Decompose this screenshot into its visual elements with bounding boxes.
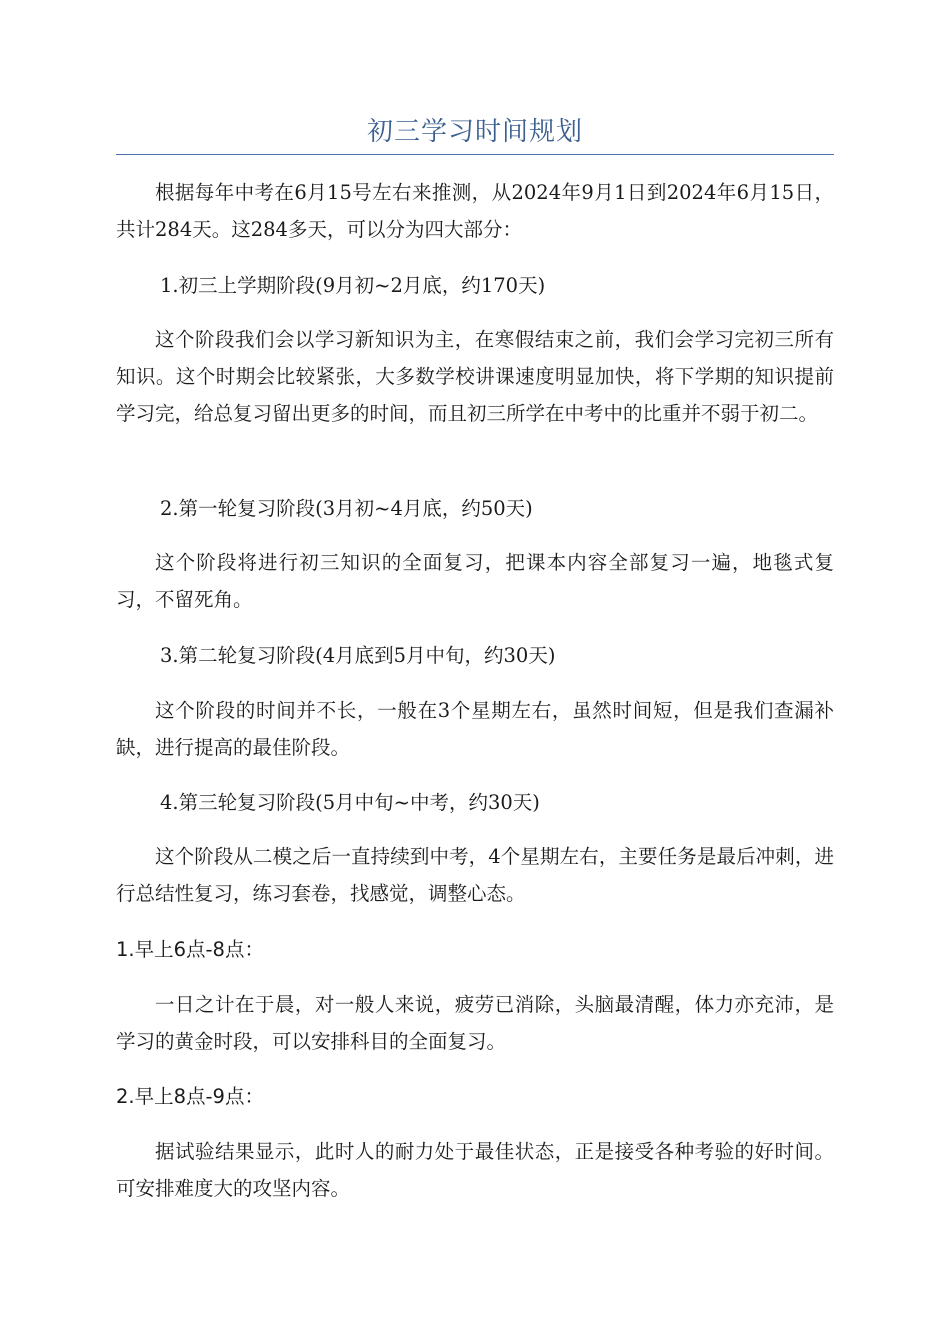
document-title: 初三学习时间规划 (366, 117, 583, 147)
schedule-heading-2: 2.早上8点-9点： (116, 1085, 264, 1108)
schedule-heading-1: 1.早上6点-8点： (116, 938, 264, 961)
intro-paragraph: 根据每年中考在6月15号左右来推测，从2024年9月1日到2024年6月15日，共计284天。这284多天，可以分为四大部分： (116, 181, 834, 241)
stage-heading-3: 3.第二轮复习阶段(4月底到5月中旬，约30天) (160, 644, 556, 667)
stage-heading-1: 1.初三上学期阶段(9月初~2月底，约170天) (160, 274, 546, 297)
stage-body-4: 这个阶段从二模之后一直持续到中考，4个星期左右，主要任务是最后冲刺，进行总结性复习，练习套卷，找感觉，调整心态。 (116, 845, 834, 905)
stage-heading-2: 2.第一轮复习阶段(3月初~4月底，约50天) (160, 497, 533, 520)
schedule-body-1: 一日之计在于晨，对一般人来说，疲劳已消除，头脑最清醒，体力亦充沛，是学习的黄金时段，可以安排科目的全面复习。 (116, 993, 834, 1053)
stage-body-1: 这个阶段我们会以学习新知识为主，在寒假结束之前，我们会学习完初三所有知识。这个时期会比较紧张，大多数学校讲课速度明显加快，将下学期的知识提前学习完，给总复习留出更多的时间，而且初三所学在中考中的比重并不弱于初二。 (116, 328, 834, 425)
stage-body-3: 这个阶段的时间并不长，一般在3个星期左右，虽然时间短，但是我们查漏补缺，进行提高的最佳阶段。 (116, 699, 834, 759)
stage-heading-4: 4.第三轮复习阶段(5月中旬~中考，约30天) (160, 791, 540, 814)
schedule-body-2: 据试验结果显示，此时人的耐力处于最佳状态，正是接受各种考验的好时间。可安排难度大的攻坚内容。 (116, 1140, 834, 1200)
title-underline (116, 154, 834, 155)
stage-body-2: 这个阶段将进行初三知识的全面复习，把课本内容全部复习一遍，地毯式复习，不留死角。 (116, 551, 834, 611)
